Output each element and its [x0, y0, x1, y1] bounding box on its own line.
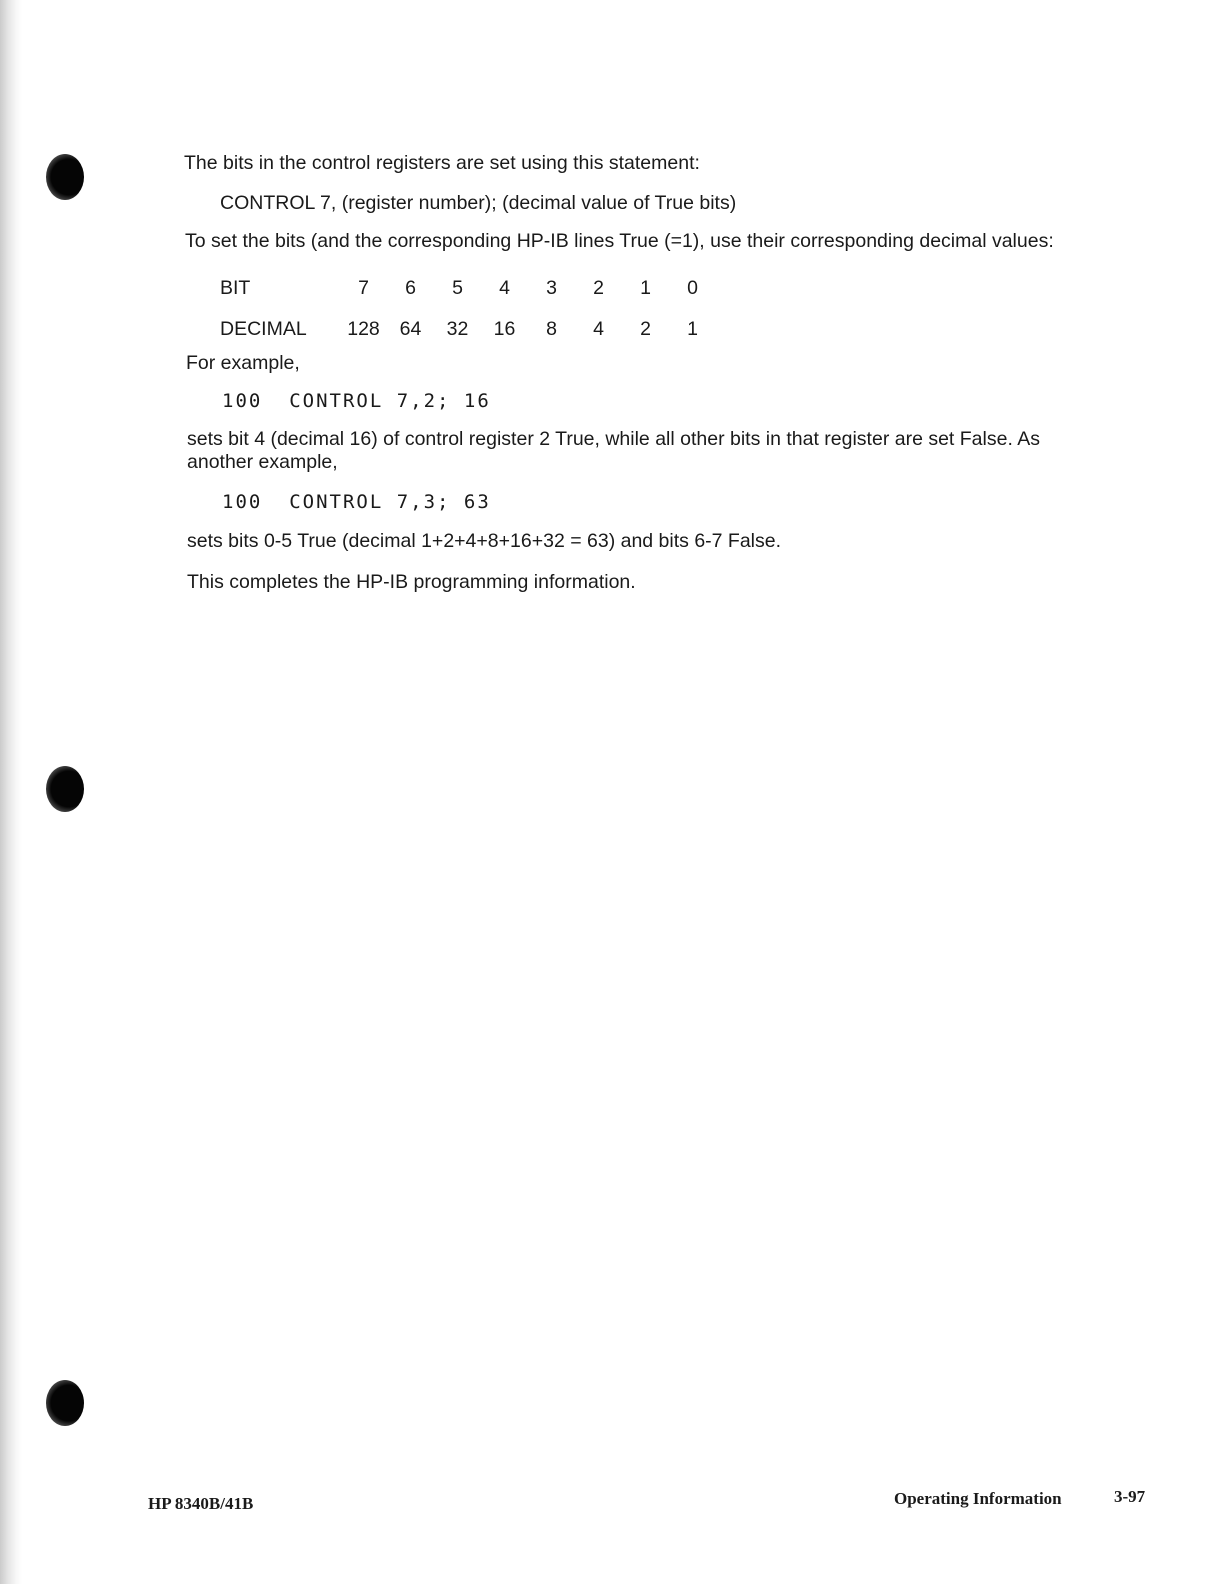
footer-page-number: 3-97 [1114, 1487, 1146, 1506]
table-row-bit [220, 268, 716, 309]
set-bits-paragraph: To set the bits (and the corresponding HP-IB lines True (=1), use their corresponding decimal values: [185, 230, 1054, 252]
table-cell: 2 [593, 277, 604, 299]
table-cell: 5 [452, 277, 463, 299]
table-cell: 32 [446, 318, 469, 340]
table-cell: 128 [347, 318, 380, 340]
for-example-label: For example, [186, 352, 300, 374]
table-cell: 4 [499, 277, 510, 299]
binding-edge [0, 0, 22, 1584]
intro-paragraph: The bits in the control registers are set using this statement: [184, 152, 700, 174]
footer-section: Operating Information [894, 1489, 1062, 1508]
table-cell: 64 [399, 318, 422, 340]
footer-model: HP 8340B/41B [148, 1494, 254, 1513]
closing-paragraph: This completes the HP-IB programming information. [187, 571, 636, 593]
table-row-decimal [220, 309, 716, 350]
table-cell: 1 [640, 277, 651, 299]
code-example-1: 100 CONTROL 7,2; 16 [222, 390, 491, 412]
punch-hole [46, 154, 84, 200]
row-label: BIT [220, 277, 251, 299]
table-cell: 0 [687, 277, 698, 299]
explanation-1: sets bit 4 (decimal 16) of control register 2 True, while all other bits in that register are set False. As another example, [187, 428, 1040, 473]
explanation-2: sets bits 0-5 True (decimal 1+2+4+8+16+32 = 63) and bits 6-7 False. [187, 530, 782, 552]
code-example-2: 100 CONTROL 7,3; 63 [222, 491, 491, 513]
table-cell: 6 [405, 277, 416, 299]
table-cell: 4 [593, 318, 604, 340]
bit-decimal-table [220, 268, 716, 350]
table-cell: 8 [546, 318, 557, 340]
row-label: DECIMAL [220, 318, 307, 340]
table-cell: 16 [493, 318, 516, 340]
table-cell: 1 [687, 318, 698, 340]
table-cell: 3 [546, 277, 557, 299]
table-cell: 2 [640, 318, 651, 340]
table-cell: 7 [358, 277, 369, 299]
control-statement: CONTROL 7, (register number); (decimal value of True bits) [220, 192, 737, 214]
punch-hole [46, 766, 84, 812]
punch-hole [46, 1380, 84, 1426]
